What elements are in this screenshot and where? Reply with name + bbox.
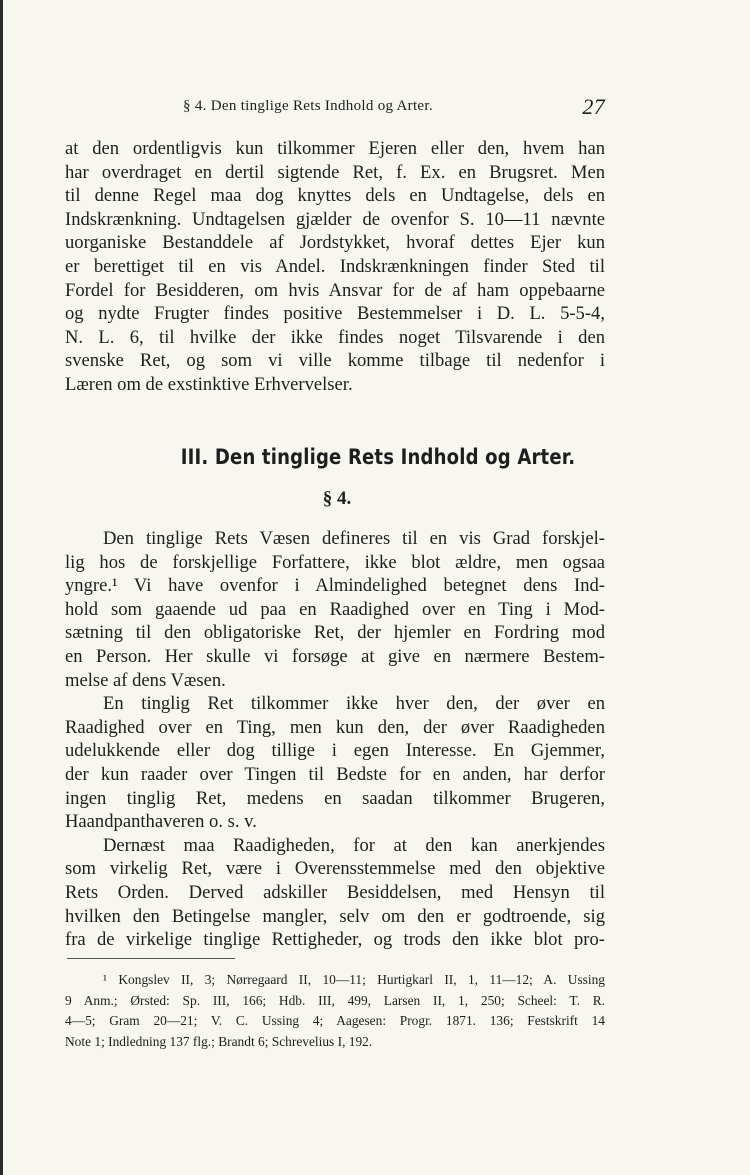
text-line: Raadighed over en Ting, men kun den, der øver Raadigheden [65, 716, 605, 738]
text-line: har overdraget en dertil sigtende Ret, f. Ex. en Brugsret. Men [65, 161, 605, 183]
text-line: en Person. Her skulle vi forsøge at give en nærmere Bestem- [65, 645, 605, 667]
text-line: Fordel for Besidderen, om hvis Ansvar for de af ham oppebaarne [65, 279, 605, 301]
text-line: fra de virkelige tinglige Rettigheder, og trods den ikke blot pro- [65, 929, 605, 951]
text-line: Den tinglige Rets Væsen defineres til en vis Grad forskjel- [103, 528, 605, 549]
text-line: Dernæst maa Raadigheden, for at den kan anerkjendes [103, 834, 605, 856]
text-line: N. L. 6, til hvilke der ikke findes noget Tilsvarende i den [65, 326, 605, 348]
text-line: ingen tinglig Ret, medens en saadan tilkommer Brugeren, [65, 787, 605, 809]
paragraph-continued [65, 137, 605, 397]
text-line: til denne Regel maa dog knyttes dels en Undtagelse, dels en [65, 185, 605, 207]
footnote-line: ¹ Kongslev II, 3; Nørregaard II, 10—11; Hurtigkarl II, 1, 11—12; A. Ussing [103, 972, 605, 987]
text-line: yngre.¹ Vi have ovenfor i Almindelighed betegnet dens Ind- [65, 575, 605, 597]
text-line: Læren om de exstinktive Erhvervelser. [65, 373, 353, 395]
text-line: og nydte Frugter findes positive Bestemmelser i D. L. 5-5-4, [65, 303, 605, 325]
text-line: Rets Orden. Derved adskiller Besiddelsen, med Hensyn til [65, 881, 605, 903]
text-line: som virkelig Ret, være i Overensstemmelse med den objektive [65, 858, 605, 880]
section-number: § 4. [322, 488, 352, 509]
text-line: der kun raader over Tingen til Bedste for en anden, har derfor [65, 763, 605, 785]
text-line: udelukkende eller dog tillige i egen Interesse. En Gjemmer, [65, 740, 605, 762]
text-line: Haandpanthaveren o. s. v. [65, 811, 257, 833]
text-line: svenske Ret, og som vi ville komme tilbage til nedenfor i [65, 350, 605, 372]
running-head-title: § 4. Den tinglige Rets Indhold og Arter. [183, 98, 433, 114]
section-body [65, 527, 605, 952]
section-heading: III. Den tinglige Rets Indhold og Arter. [180, 445, 576, 469]
text-line: Indskrænkning. Undtagelsen gjælder de ovenfor S. 10—11 nævnte [65, 208, 605, 230]
text-line: melse af dens Væsen. [65, 669, 226, 691]
footnote-divider [67, 958, 235, 959]
footnotes [65, 970, 605, 1052]
text-line: at den ordentligvis kun tilkommer Ejeren eller den, hvem han [65, 138, 605, 159]
footnote-line: 9 Anm.; Ørsted: Sp. III, 166; Hdb. III, 499, Larsen II, 1, 250; Scheel: T. R. [65, 992, 605, 1008]
text-line: lig hos de forskjellige Forfattere, ikke blot ældre, men ogsaa [65, 551, 605, 573]
text-line: En tinglig Ret tilkommer ikke hver den, der øver en [103, 693, 605, 715]
page-number: 27 [582, 94, 605, 119]
text-line: er berettiget til en vis Andel. Indskrænkningen finder Sted til [65, 255, 605, 277]
text-line: uorganiske Bestanddele af Jordstykket, hvoraf dettes Ejer kun [65, 232, 605, 254]
footnote-line: 4—5; Gram 20—21; V. C. Ussing 4; Aagesen: Progr. 1871. 136; Festskrift 14 [65, 1013, 605, 1028]
text-line: sætning til den obligatoriske Ret, der hjemler en Fordring mod [65, 622, 605, 644]
footnote-line: Note 1; Indledning 137 flg.; Brandt 6; Schrevelius I, 192. [65, 1033, 373, 1049]
text-line: hold som gaaende ud paa en Raadighed over en Ting i Mod- [65, 598, 605, 620]
text-line: hvilken den Betingelse mangler, selv om den er godtroende, sig [65, 905, 605, 927]
